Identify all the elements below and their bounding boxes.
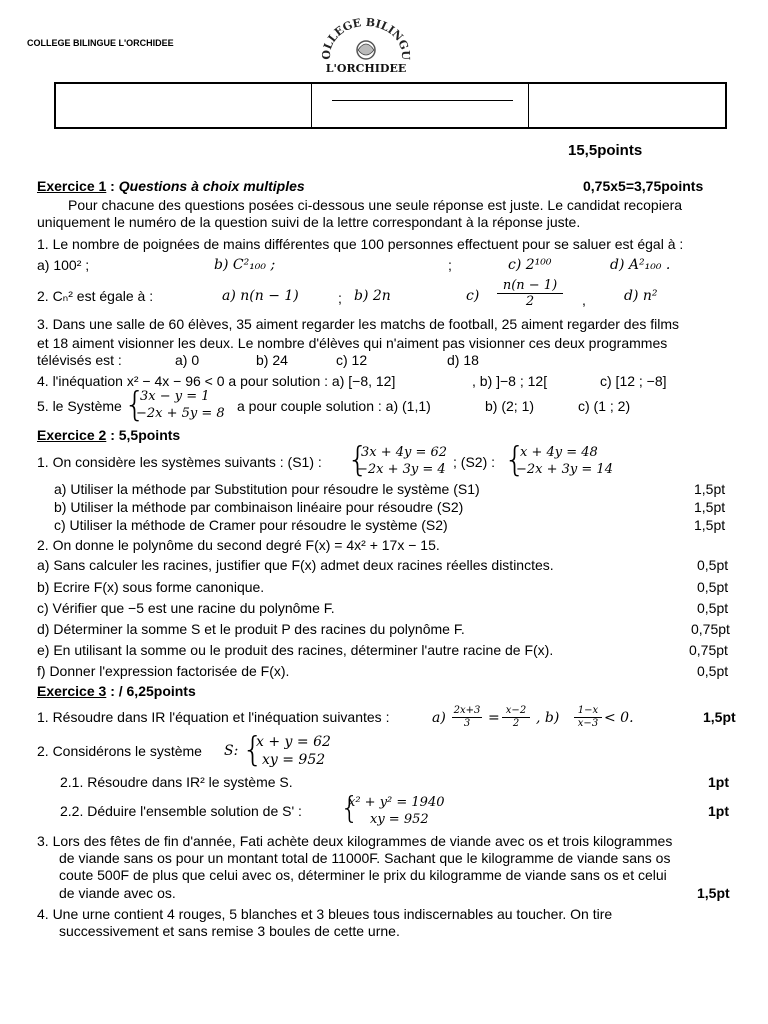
school-logo [320, 16, 412, 76]
ex2-item-b: b) Utiliser la méthode par combinaison linéaire pour résoudre (S2) [54, 499, 464, 515]
ex1-q4-b: , b) ]−8 ; 12[ [472, 373, 548, 389]
total-points: 15,5points [568, 142, 643, 159]
ex3-q1: 1. Résoudre dans IR l'équation et l'inéquation suivantes : [37, 709, 390, 725]
ex3-q22-eq1: x² + y² = 1940 [348, 795, 445, 810]
ex1-points: 0,75x5=3,75points [583, 178, 704, 194]
ex1-q5-b: b) (2; 1) [485, 398, 535, 414]
header-table [54, 82, 727, 129]
ex3-q22-pts: 1pt [708, 803, 729, 819]
ex2-q2-b: b) Ecrire F(x) sous forme canonique. [37, 579, 265, 595]
ex3-q1-pts: 1,5pt [703, 709, 736, 725]
ex3-heading: Exercice 3 : / 6,25points [37, 683, 196, 699]
ex2-s1-brace: { [347, 440, 369, 480]
ex3-q3-line2: de viande sans os pour un montant total de 11000F. Sachant que le kilogramme de viande sans os [59, 850, 671, 866]
svg-text:L'ORCHIDEE: L'ORCHIDEE [325, 62, 407, 75]
school-name: COLLEGE BILINGUE L'ORCHIDEE [27, 38, 174, 48]
ex2-item-c-pts: 1,5pt [694, 517, 726, 533]
ex3-frac2: x−2 2 [502, 705, 530, 730]
ex2-q2-f-pts: 0,5pt [697, 663, 729, 679]
ex2-q2-a: a) Sans calculer les racines, justifier que F(x) admet deux racines réelles distinctes. [37, 557, 554, 573]
ex1-intro-2: uniquement le numéro de la question suivi de la lettre correspondant à la réponse juste. [37, 214, 581, 230]
ex2-q2-e-pts: 0,75pt [689, 642, 728, 658]
ex1-q5: 5. le Système [37, 398, 122, 414]
ex1-heading: Exercice 1 : Questions à choix multiples [37, 178, 305, 194]
svg-text:COLLEGE BILINGUE: OLLEGE BILINGU [320, 16, 412, 61]
ex2-q2: 2. On donne le polynôme du second degré F(x) = 4x² + 17x − 15. [37, 537, 440, 553]
ex3-q2-brace: { [242, 730, 264, 770]
ex1-q1-a: a) 100² ; [37, 257, 90, 273]
ex1-q2-b: b) 2n [354, 288, 391, 304]
ex2-s2-label: ; (S2) : [453, 454, 496, 470]
ex2-item-a-pts: 1,5pt [694, 481, 726, 497]
ex3-q3-line1: 3. Lors des fêtes de fin d'année, Fati achète deux kilogrammes de viande avec os et trois kilogrammes [37, 833, 673, 849]
ex2-q2-c-pts: 0,5pt [697, 600, 729, 616]
ex1-intro-1: Pour chacune des questions posées ci-dessous une seule réponse est juste. Le candidat recopiera [68, 197, 683, 213]
ex2-q2-d: d) Déterminer la somme S et le produit P des racines du polynôme F. [37, 621, 465, 637]
ex1-q5-brace: { [124, 385, 146, 425]
ex1-q2-sep: ; [338, 290, 342, 306]
ex3-eq: = [488, 710, 500, 726]
ex1-q3-line2: et 18 aiment visionner les deux. Le nombre d'élèves qui n'aiment pas visionner ces deux programmes [37, 335, 668, 351]
ex1-q1-b: b) C²₁₀₀ ; [214, 257, 276, 273]
ex2-q2-e: e) En utilisant la somme ou le produit des racines, déterminer l'autre racine de F(x). [37, 642, 554, 658]
ex2-item-a: a) Utiliser la méthode par Substitution pour résoudre le système (S1) [54, 481, 480, 497]
ex3-q4-line2: successivement et sans remise 3 boules de cette urne. [59, 923, 400, 939]
ex3-q2-eq2: xy = 952 [262, 752, 326, 768]
ex1-q2-c: c) [466, 288, 480, 304]
ex1-q3-line3: télévisés est : [37, 352, 122, 368]
ex1-q1-d: d) A²₁₀₀ . [610, 257, 671, 273]
ex1-q4: 4. l'inéquation x² − 4x − 96 < 0 a pour solution : a) [−8, 12] [37, 373, 396, 389]
ex3-q1-a: a) [432, 710, 446, 726]
ex3-lt: < 0. [604, 710, 634, 726]
ex2-q2-c: c) Vérifier que −5 est une racine du polynôme F. [37, 600, 335, 616]
ex1-q2-c-fraction: n(n − 1) 2 [497, 278, 563, 309]
ex3-frac3: 1−x x−3 [574, 705, 602, 730]
ex1-q5-c: c) (1 ; 2) [578, 398, 631, 414]
ex3-q22-brace: { [340, 791, 360, 826]
ex3-q3-pts: 1,5pt [697, 885, 730, 901]
ex3-q4-line1: 4. Une urne contient 4 rouges, 5 blanches et 3 bleues tous indiscernables au toucher. On tire [37, 906, 613, 922]
ex2-item-c: c) Utiliser la méthode de Cramer pour résoudre le système (S2) [54, 517, 448, 533]
ex1-q4-c: c) [12 ; −8] [600, 373, 667, 389]
ex2-q2-a-pts: 0,5pt [697, 557, 729, 573]
ex1-q3-c: c) 12 [336, 352, 368, 368]
ex3-q2-s: S: [224, 743, 239, 759]
ex1-q1: 1. Le nombre de poignées de mains différentes que 100 personnes effectuent pour se saluer est égal à : [37, 236, 684, 252]
ex2-s2-eq2: −2x + 3y = 14 [516, 462, 613, 477]
ex3-q2-eq1: x + y = 62 [256, 734, 331, 750]
ex3-q3-line3: coute 500F de plus que celui avec os, déterminer le prix du kilogramme de viande sans os et celui [59, 867, 667, 883]
ex2-item-b-pts: 1,5pt [694, 499, 726, 515]
ex1-q5-eq1: 3x − y = 1 [140, 389, 210, 404]
ex1-q2-d: d) n² [624, 288, 658, 304]
ex1-q3-line1: 3. Dans une salle de 60 élèves, 35 aiment regarder les matchs de football, 25 aiment regarder des films [37, 316, 680, 332]
ex2-s1-eq1: 3x + 4y = 62 [361, 445, 448, 460]
ex2-s1-eq2: −2x + 3y = 4 [357, 462, 446, 477]
ex3-q1-b: , b) [536, 710, 560, 726]
ex1-q2: 2. Cₙ² est égale à : [37, 288, 154, 304]
ex3-frac1: 2x+3 3 [453, 705, 481, 729]
ex2-s2-brace: { [504, 440, 526, 480]
ex1-q3-b: b) 24 [256, 352, 288, 368]
ex1-q3-d: d) 18 [447, 352, 479, 368]
ex1-q5-rest: a pour couple solution : a) (1,1) [237, 398, 431, 414]
ex1-q3-a: a) 0 [175, 352, 200, 368]
ex3-q22: 2.2. Déduire l'ensemble solution de S' : [60, 803, 302, 819]
ex3-q3-line4: de viande avec os. [59, 885, 176, 901]
ex2-q1: 1. On considère les systèmes suivants : (S1) : [37, 454, 322, 470]
ex3-q22-eq2: xy = 952 [370, 812, 429, 827]
ex2-q2-f: f) Donner l'expression factorisée de F(x). [37, 663, 290, 679]
ex1-q1-c: c) 2¹⁰⁰ [508, 257, 552, 273]
ex3-q21-pts: 1pt [708, 774, 729, 790]
ex2-heading: Exercice 2 : 5,5points [37, 427, 181, 443]
ex3-q2: 2. Considérons le système [37, 743, 202, 759]
ex2-q2-b-pts: 0,5pt [697, 579, 729, 595]
ex2-s2-eq1: x + 4y = 48 [520, 445, 598, 460]
ex1-q2-sep2: , [582, 292, 586, 308]
ex1-q1-sep: ; [448, 257, 452, 273]
ex3-q21: 2.1. Résoudre dans IR² le système S. [60, 774, 293, 790]
ex1-q5-eq2: −2x + 5y = 8 [136, 406, 225, 421]
ex2-q2-d-pts: 0,75pt [691, 621, 730, 637]
ex1-q2-a: a) n(n − 1) [222, 288, 299, 304]
